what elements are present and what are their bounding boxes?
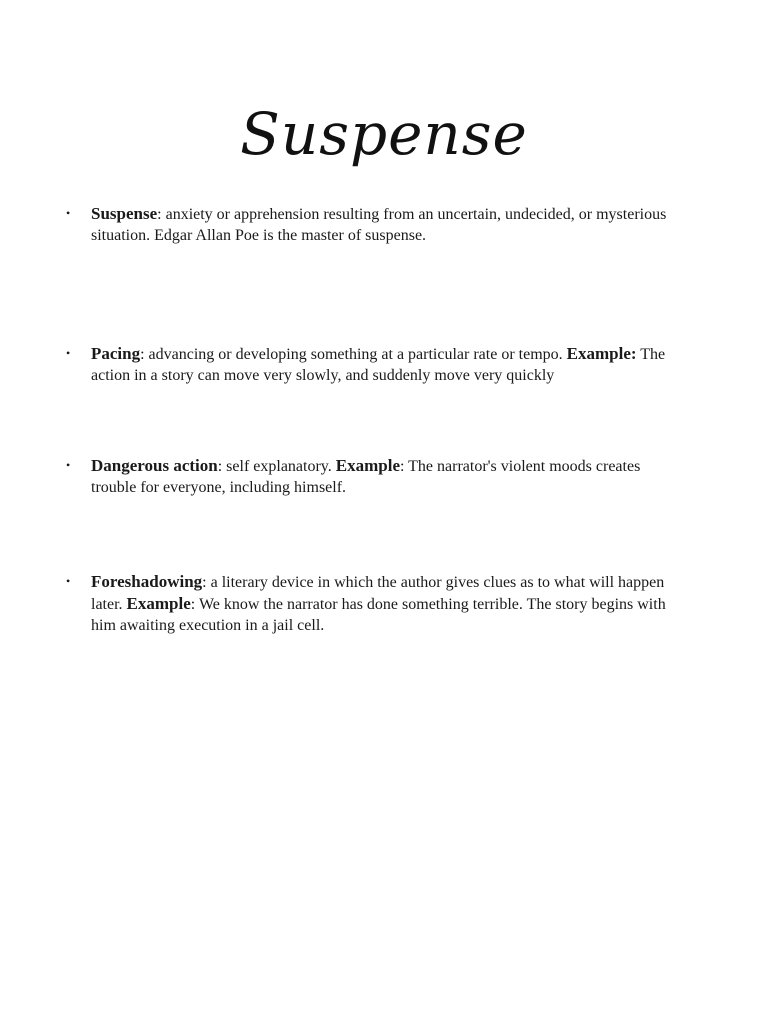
bullet-icon: •	[66, 574, 71, 588]
term-label: Suspense	[91, 204, 158, 223]
item-text	[91, 203, 681, 246]
term-label: Dangerous action	[91, 456, 218, 475]
term-definition: : self explanatory.	[217, 458, 336, 475]
term-label: Pacing	[91, 344, 141, 363]
example-text: The action in a story can move very slowly, and suddenly move very quickly	[91, 346, 666, 384]
term-definition: : advancing or developing something at a particular rate or tempo.	[140, 346, 567, 363]
bullet-icon: •	[66, 346, 71, 360]
term-label: Foreshadowing	[91, 572, 203, 591]
bullet-icon: •	[66, 458, 71, 472]
page-title: Suspense	[240, 100, 528, 168]
item-text	[91, 571, 681, 636]
item-text	[91, 455, 681, 498]
example-label: Example:	[566, 344, 637, 363]
term-definition: : anxiety or apprehension resulting from an uncertain, undecided, or mysterious situation. Edgar Allan Poe is the master of suspense.	[91, 206, 667, 244]
item-text	[91, 343, 681, 386]
example-label: Example	[126, 594, 191, 613]
term-definition: : a literary device in which the author gives clues as to what will happen later.	[91, 574, 665, 613]
example-text: : The narrator's violent moods creates trouble for everyone, including himself.	[91, 458, 641, 496]
bullet-icon: •	[66, 206, 71, 220]
example-label: Example	[335, 456, 400, 475]
example-text: : We know the narrator has done something terrible. The story begins with him awaiting execution in a jail cell.	[91, 596, 666, 634]
